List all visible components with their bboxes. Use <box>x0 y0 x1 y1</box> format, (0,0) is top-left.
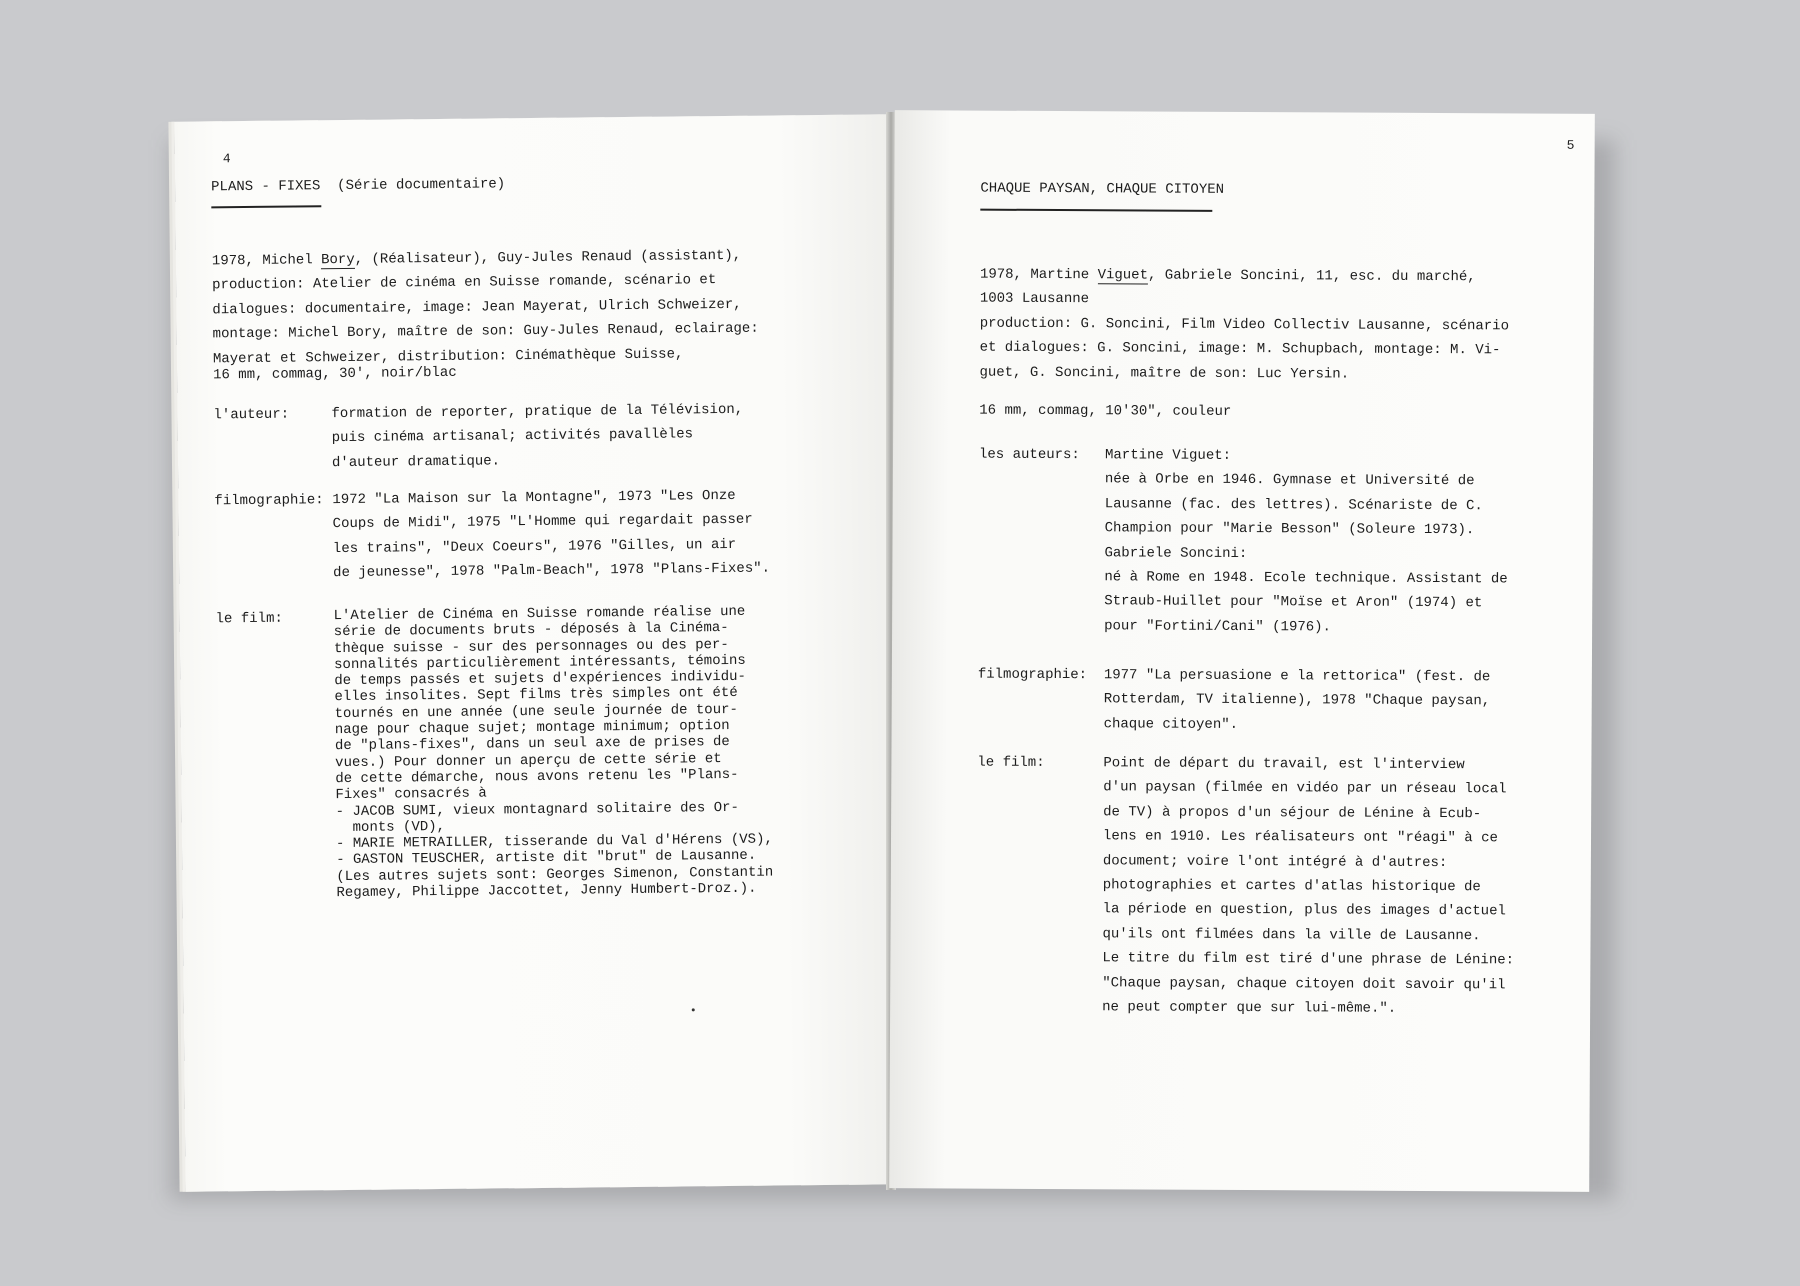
credits-line: production: G. Soncini, Film Video Collectiv Lausanne, scénario <box>979 315 1510 335</box>
left-film-label: le film: <box>215 610 283 628</box>
right-credits <box>979 263 1509 388</box>
left-film-text: L'Atelier de Cinéma en Suisse romande réalise une série de documents bruts - déposés à la Cinéma- thèque suisse - sur des personnages ou des per- sonnalités particulièrement intéressants, témoins de temps passés et sujets d'expériences individu- elles insolites. Sept films très simples ont été tournés en une année (une seule journée de tour- nage pour chaque sujet; montage minimum; option de "plans-fixes", dans un seul axe de prises de vues.) Pour donner un aperçu de cette série et de cette démarche, nous avons retenu les "Plans- Fixes" consacrés à - JACOB SUMI, vieux montagnard solitaire des Or- monts (VD), - MARIE METRAILLER, tisserande du Val d'Hérens (VS), - GASTON TEUSCHER, artiste dit "brut" de Lausanne. (Les autres sujets sont: Georges Simenon, Constantin Regamey, Philippe Jaccottet, Jenny Humbert-Droz.). <box>333 603 774 902</box>
right-page-number: 5 <box>1566 137 1575 153</box>
left-credits <box>212 244 759 372</box>
left-auteur-text: formation de reporter, pratique de la Télévision, puis cinéma artisanal; activités pavallèles d'auteur dramatique. <box>331 401 744 471</box>
right-film-label: le film: <box>977 754 1045 771</box>
left-filmo-text: 1972 "La Maison sur la Montagne", 1973 "Les Onze Coups de Midi", 1975 "L'Homme qui regardait passer les trains", "Deux Coeurs", 1976 "Gilles, un air de jeunesse", 1978 "Palm-Beach", 1978 "Plans-Fixes". <box>332 487 771 582</box>
left-title-underline <box>211 205 321 208</box>
credits-line: et dialogues: G. Soncini, image: M. Schupbach, montage: M. Vi- <box>979 339 1501 359</box>
credits-line: montage: Michel Bory, maître de son: Guy-Jules Renaud, eclairage: <box>212 320 759 343</box>
credits-line: 1978, Martine Viguet, Gabriele Soncini, 11, esc. du marché, <box>979 266 1476 286</box>
director-name-underlined: Viguet <box>1097 267 1149 284</box>
right-page-title: CHAQUE PAYSAN, CHAQUE CITOYEN <box>980 180 1225 198</box>
credits-line: guet, G. Soncini, maître de son: Luc Yersin. <box>979 364 1350 383</box>
right-auteurs-text: Martine Viguet: née à Orbe en 1946. Gymnase et Université de Lausanne (fac. des lettres). Scénariste de C. Champion pour "Marie Besson" (Soleure 1973). Gabriele Soncini: né à Rome en 1948. Ecole technique. Assistant de Straub-Huillet pour "Moïse et Aron" (1974) et pour "Fortini/Cani" (1976). <box>1104 447 1508 636</box>
credits-line: 1003 Lausanne <box>979 291 1090 308</box>
left-page-subtitle: (Série documentaire) <box>337 176 506 195</box>
left-page <box>174 114 897 1191</box>
left-page-title-row <box>211 176 505 195</box>
stray-dot <box>692 1008 695 1011</box>
credits-line: Mayerat et Schweizer, distribution: Cinémathèque Suisse, <box>212 346 684 367</box>
right-filmo-label: filmographie: <box>977 666 1088 684</box>
credits-line: dialogues: documentaire, image: Jean Mayerat, Ulrich Schweizer, <box>212 296 742 319</box>
credits-line: production: Atelier de cinéma en Suisse romande, scénario et <box>212 272 717 294</box>
right-page <box>889 110 1595 1192</box>
right-format: 16 mm, commag, 10'30", couleur <box>979 402 1232 420</box>
right-film-text: Point de départ du travail, est l'interview d'un paysan (filmée en vidéo par un réseau local de TV) à propos d'un séjour de Lénine à Ecub- lens en 1910. Les réalisateurs ont "réagi" à ce document; voire l'ont intégré à d'autres: photographies et cartes d'atlas historique de la période en question, plus des images d'actuel qu'ils ont filmées dans la ville de Lausanne. Le titre du film est tiré d'une phrase de Lénine: "Chaque paysan, chaque citoyen doit savoir qu'il ne peut compter que sur lui-même.". <box>1102 755 1515 1017</box>
right-title-underline <box>980 209 1212 212</box>
right-auteurs-label: les auteurs: <box>978 446 1080 464</box>
director-name-underlined: Bory <box>321 251 355 269</box>
left-auteur-label: l'auteur: <box>213 406 290 424</box>
left-page-title: PLANS - FIXES <box>211 178 321 196</box>
credits-line: 1978, Michel Bory, (Réalisateur), Guy-Jules Renaud (assistant), <box>211 247 742 270</box>
left-format: 16 mm, commag, 30', noir/blac <box>212 364 457 384</box>
left-page-number: 4 <box>222 151 231 167</box>
right-filmo-text: 1977 "La persuasione e la rettorica" (fest. de Rotterdam, TV italienne), 1978 "Chaque paysan, chaque citoyen". <box>1103 667 1491 733</box>
left-filmo-label: filmographie: <box>214 492 324 510</box>
